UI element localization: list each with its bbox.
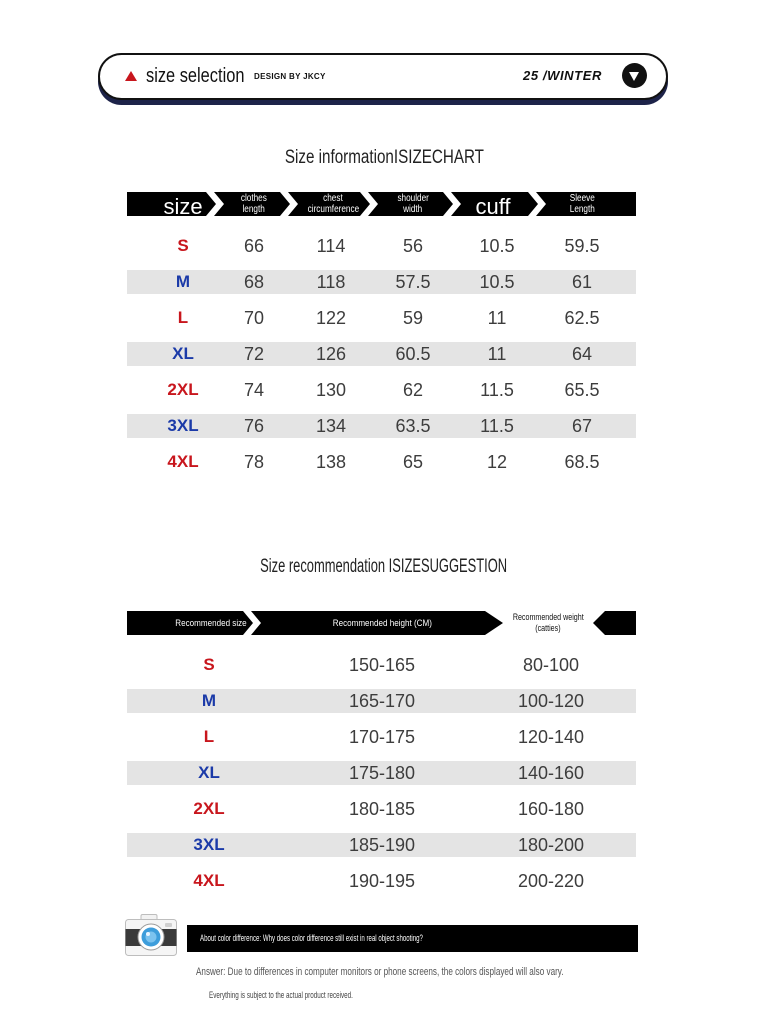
column-header-size (143, 192, 223, 219)
weight-range-value: 180-200 (517, 835, 585, 855)
clothes-length-value: 66 (243, 236, 265, 256)
size-label: 2XL (167, 380, 199, 399)
shoulder-value: 60.5 (395, 344, 431, 364)
season-label: 25 /WINTER (523, 68, 602, 83)
column-header-line: chest (323, 193, 343, 204)
sleeve-length-value: 67 (571, 416, 593, 436)
height-range-value: 190-195 (348, 871, 416, 891)
column-header-line: size (163, 194, 203, 219)
recommended-size-label: M (201, 691, 217, 710)
sleeve-length-value: 59.5 (564, 236, 600, 256)
color-difference-answer: Answer: Due to differences in computer monitors or phone screens, the colors displayed will also vary. (196, 966, 564, 978)
cuff-value: 12 (486, 452, 508, 472)
column-header-line: Sleeve (569, 193, 595, 204)
size-selection-header (98, 53, 668, 100)
column-header-sleeve-length (542, 192, 622, 216)
recommended-size-label: L (203, 727, 215, 746)
column-header-line: width (403, 204, 423, 215)
chest-value: 126 (315, 344, 347, 364)
red-triangle-icon (125, 71, 137, 81)
down-arrow-icon (629, 72, 639, 81)
cuff-value: 11 (487, 308, 507, 328)
size-chart-row (127, 270, 636, 294)
recommended-size-label: 3XL (193, 835, 225, 854)
size-chart-title-text: Size informationISIZECHART (284, 147, 484, 168)
size-chart-row (127, 450, 636, 474)
clothes-length-value: 76 (243, 416, 265, 436)
size-suggestion-row (127, 689, 636, 713)
cuff-value: 11.5 (480, 380, 514, 400)
recommended-size-label: XL (198, 763, 220, 782)
height-range-value: 180-185 (348, 799, 416, 819)
product-disclaimer: Everything is subject to the actual product received. (209, 990, 353, 1000)
recommended-size-label: 4XL (193, 871, 225, 890)
clothes-length-value: 70 (243, 308, 265, 328)
chest-value: 130 (315, 380, 347, 400)
color-difference-question-bar (187, 925, 638, 952)
clothes-length-value: 72 (243, 344, 265, 364)
color-difference-question: About color difference: Why does color difference still exist in real object shooting? (200, 933, 423, 943)
shoulder-value: 65 (402, 452, 424, 472)
sleeve-length-value: 65.5 (564, 380, 600, 400)
size-chart-row (127, 234, 636, 258)
sleeve-length-value: 61 (571, 272, 593, 292)
size-suggestion-row (127, 833, 636, 857)
size-chart-row (127, 342, 636, 366)
camera-icon (125, 914, 177, 956)
column-header-line: Recommended weight (512, 612, 584, 623)
size-suggestion-row (127, 797, 636, 821)
cuff-value: 10.5 (479, 236, 515, 256)
size-label: L (177, 308, 189, 327)
chest-value: 122 (315, 308, 347, 328)
column-header-line: clothes (241, 193, 267, 204)
size-chart-row (127, 414, 636, 438)
column-header-line: Recommended size (175, 617, 247, 629)
size-suggestion-row (127, 869, 636, 893)
chest-value: 118 (316, 272, 346, 292)
column-header-shoulder (373, 192, 453, 216)
size-suggestion-row (127, 653, 636, 677)
sleeve-length-value: 64 (571, 344, 593, 364)
chevron-down-circle-icon[interactable] (622, 63, 647, 88)
shoulder-value: 59 (402, 308, 424, 328)
size-label: 3XL (167, 416, 199, 435)
height-range-value: 165-170 (348, 691, 416, 711)
size-chart-row (127, 378, 636, 402)
recommended-size-label: 2XL (193, 799, 225, 818)
shoulder-value: 56 (402, 236, 424, 256)
weight-range-value: 160-180 (517, 799, 585, 819)
column-header-line: (catties) (535, 623, 561, 634)
shoulder-value: 63.5 (395, 416, 431, 436)
size-suggestion-title-text: Size recommendation ISIZESUGGESTION (260, 556, 508, 577)
size-suggestion-row (127, 725, 636, 749)
height-range-value: 150-165 (348, 655, 416, 675)
column-header-recommended-size (151, 611, 271, 635)
height-range-value: 170-175 (348, 727, 416, 747)
sleeve-length-value: 62.5 (564, 308, 600, 328)
size-chart-row (127, 306, 636, 330)
height-range-value: 185-190 (348, 835, 416, 855)
weight-range-value: 80-100 (522, 655, 580, 675)
clothes-length-value: 68 (243, 272, 265, 292)
column-header-line: Length (569, 204, 595, 215)
cuff-value: 11.5 (480, 416, 514, 436)
size-suggestion-header (127, 611, 636, 635)
height-range-value: 175-180 (348, 763, 416, 783)
column-header-chest (293, 192, 373, 216)
column-header-recommended-weight (488, 611, 608, 635)
shoulder-value: 57.5 (395, 272, 431, 292)
size-suggestion-row (127, 761, 636, 785)
column-header-line: length (242, 204, 266, 215)
header-title: size selection (146, 65, 245, 87)
chest-value: 114 (316, 236, 346, 256)
clothes-length-value: 74 (243, 380, 265, 400)
column-header-line: Recommended height (CM) (332, 617, 432, 629)
recommended-size-label: S (203, 655, 215, 674)
column-header-cuff (453, 192, 533, 219)
sleeve-length-value: 68.5 (564, 452, 600, 472)
design-credit: DESIGN BY JKCY (254, 72, 326, 81)
column-header-line: circumference (307, 204, 359, 215)
column-header-line: cuff (475, 194, 511, 219)
weight-range-value: 100-120 (517, 691, 585, 711)
column-header-line: shoulder (397, 193, 429, 204)
size-label: M (175, 272, 191, 291)
cuff-value: 10.5 (479, 272, 515, 292)
clothes-length-value: 78 (243, 452, 265, 472)
column-header-clothes-length (214, 192, 294, 216)
weight-range-value: 200-220 (517, 871, 585, 891)
weight-range-value: 120-140 (517, 727, 585, 747)
chest-value: 138 (315, 452, 347, 472)
size-chart-title (0, 146, 768, 170)
size-chart-header (127, 192, 636, 219)
chest-value: 134 (315, 416, 347, 436)
size-label: XL (172, 344, 194, 363)
size-suggestion-title (0, 555, 768, 579)
size-label: 4XL (167, 452, 199, 471)
weight-range-value: 140-160 (517, 763, 585, 783)
shoulder-value: 62 (402, 380, 424, 400)
column-header-recommended-height (322, 611, 442, 635)
size-label: S (177, 236, 189, 255)
cuff-value: 11 (487, 344, 507, 364)
